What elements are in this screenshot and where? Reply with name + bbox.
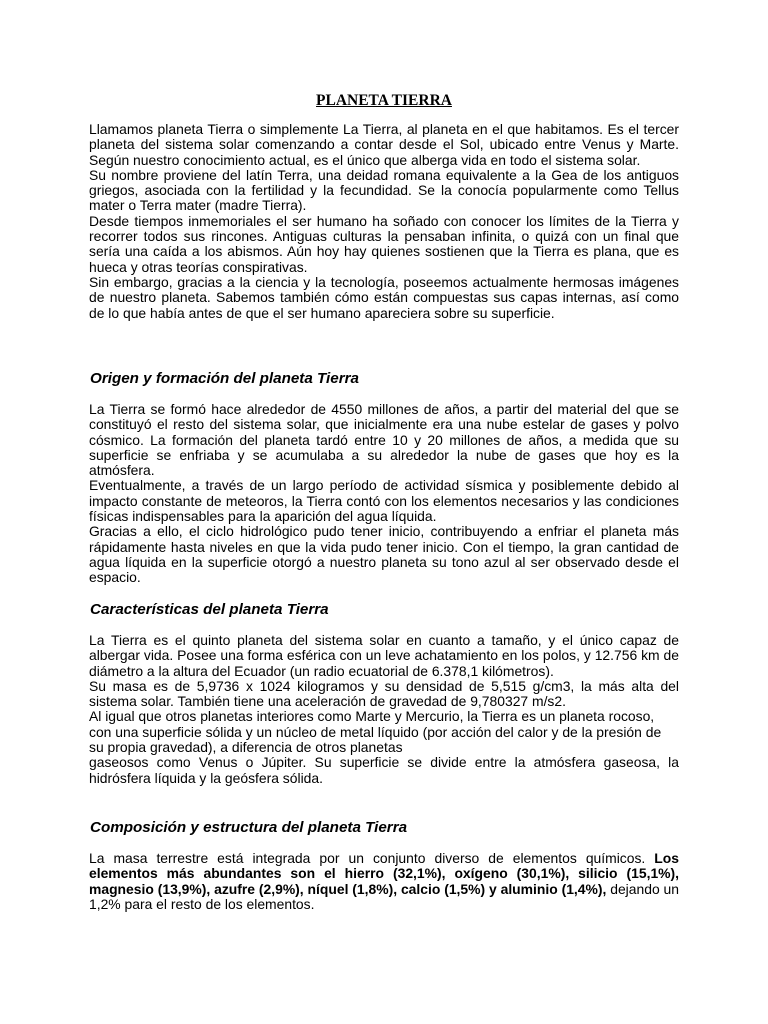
intro-section (89, 122, 679, 321)
origen-paragraph-1: La Tierra se formó hace alrededor de 4550 millones de años, a partir del material del que se constituyó el resto del sistema solar, que inicialmente era una nube estelar de gases y polvo cósmico. La formación del planeta tardó entre 10 y 20 millones de años, a medida que su superficie se enfriaba y se acumulaba a su alrededor la nube de gases que hoy es la atmósfera. (89, 401, 679, 479)
heading-origen: Origen y formación del planeta Tierra (90, 370, 359, 387)
origen-paragraph-3: Gracias a ello, el ciclo hidrológico pudo tener inicio, contribuyendo a enfriar el planeta más rápidamente hasta niveles en que la vida pudo tener inicio. Con el tiempo, la gran cantidad de agua líquida en la superficie otorgó a nuestro planeta su tono azul al ser observado desde el espacio. (89, 523, 679, 586)
caracteristicas-section (89, 633, 679, 786)
caracteristicas-paragraph-1: La Tierra es el quinto planeta del sistema solar en cuanto a tamaño, y el único capaz de albergar vida. Posee una forma esférica con un leve achatamiento en los polos, y 12.756 km de diámetro a la altura del Ecuador (un radio ecuatorial de 6.378,1 kilómetros). (89, 632, 679, 679)
document-title: PLANETA TIERRA (316, 92, 452, 109)
composicion-tail-text: dejando un 1,2% para el resto de los elementos. (89, 880, 680, 912)
caracteristicas-paragraph-3: Al igual que otros planetas interiores como Marte y Mercurio, la Tierra es un planeta rocoso, con una superficie sólida y un núcleo de metal líquido (por acción del calor y de la presión de su propia gravedad), a diferencia de otros planetas (89, 708, 662, 756)
composicion-section (89, 851, 679, 912)
heading-caracteristicas: Características del planeta Tierra (90, 601, 329, 618)
caracteristicas-paragraph-2: Su masa es de 5,9736 x 1024 kilogramos y su densidad de 5,515 g/cm3, la más alta del sistema solar. También tiene una aceleración de gravedad de 9,780327 m/s2. (89, 677, 679, 710)
composicion-bold-text: Los elementos más abundantes son el hierro (32,1%), oxígeno (30,1%), silicio (15,1%), magnesio (13,9%), azufre (2,9%), níquel (1,8%), calcio (1,5%) y aluminio (1,4%), (89, 850, 679, 897)
heading-composicion: Composición y estructura del planeta Tierra (90, 819, 408, 836)
origen-paragraph-2: Eventualmente, a través de un largo período de actividad sísmica y posiblemente debido al impacto constante de meteoros, la Tierra contó con los elementos necesarios y las condiciones físicas indispensables para la aparición del agua líquida. (89, 477, 679, 525)
origen-section (89, 402, 679, 586)
composicion-paragraph (89, 851, 679, 912)
composicion-lead-text: La masa terrestre está integrada por un conjunto diverso de elementos químicos. (89, 850, 655, 866)
caracteristicas-paragraph-4: gaseosos como Venus o Júpiter. Su superficie se divide entre la atmósfera gaseosa, la hidrósfera líquida y la geósfera sólida. (89, 754, 679, 786)
intro-paragraph-1: Llamamos planeta Tierra o simplemente La Tierra, al planeta en el que habitamos. Es el tercer planeta del sistema solar comenzando a contar desde el Sol, ubicado entre Venus y Marte. Según nuestro conocimiento actual, es el único que alberga vida en todo el sistema solar. (89, 121, 679, 168)
intro-paragraph-3: Desde tiempos inmemoriales el ser humano ha soñado con conocer los límites de la Tierra y recorrer todos sus rincones. Antiguas culturas la pensaban infinita, o quizá con un final que sería una caída a los abismos. Aún hoy hay quienes sostienen que la Tierra es plana, que es hueca y otras teorías conspirativas. (89, 212, 679, 275)
intro-paragraph-4: Sin embargo, gracias a la ciencia y la tecnología, poseemos actualmente hermosas imágenes de nuestro planeta. Sabemos también cómo están compuestas sus capas internas, así como de lo que había antes de que el ser humano apareciera sobre su superficie. (89, 273, 679, 321)
intro-paragraph-2: Su nombre proviene del latín Terra, una deidad romana equivalente a la Gea de los antiguos griegos, asociada con la fertilidad y la fecundidad. Se la conocía popularmente como Tellus mater o Terra mater (madre Tierra). (89, 166, 679, 214)
